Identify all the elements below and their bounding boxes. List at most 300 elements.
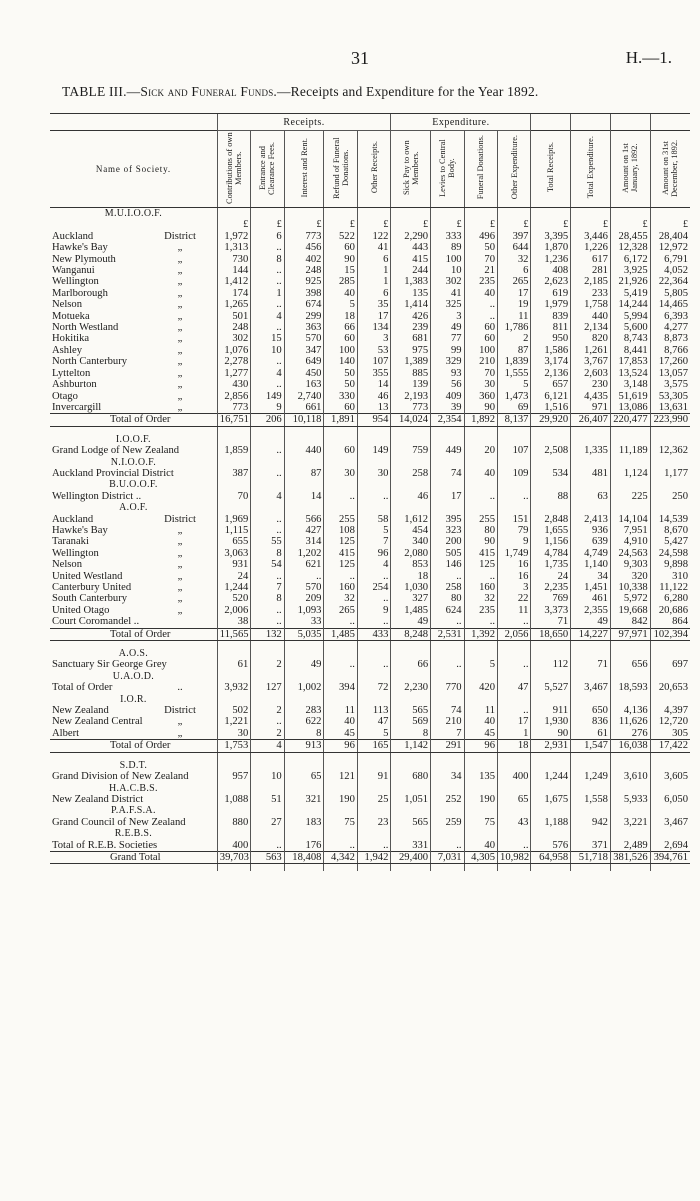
society-name: Total of Order — [52, 682, 113, 694]
table-cell: 210 — [464, 356, 497, 367]
table-cell: 1,930 — [531, 716, 571, 727]
table-cell: 8,670 — [650, 525, 690, 536]
table-cell: 2,531 — [431, 628, 464, 640]
society-name: Nelson — [52, 299, 83, 311]
table-cell: 501 — [217, 311, 250, 322]
table-cell: 1 — [357, 265, 390, 276]
table-cell: 880 — [217, 817, 250, 828]
table-row — [50, 468, 690, 479]
table-cell — [324, 502, 357, 513]
society-name-cell — [50, 468, 217, 479]
table-cell: 24 — [531, 571, 571, 582]
table-cell: 730 — [217, 254, 250, 265]
table-cell: 2,230 — [391, 682, 431, 693]
table-cell: 310 — [650, 571, 690, 582]
society-name: Court Coromandel .. — [52, 616, 140, 628]
table-cell: 1,753 — [217, 740, 250, 752]
table-cell: 420 — [464, 682, 497, 693]
table-cell: 49 — [571, 616, 611, 628]
table-cell: 28,455 — [610, 231, 650, 242]
table-cell: 79 — [498, 525, 531, 536]
society-name: Auckland — [52, 513, 94, 525]
table-cell: 7,031 — [431, 851, 464, 863]
table-cell: 134 — [357, 322, 390, 333]
table-cell: 107 — [498, 445, 531, 456]
order-heading-row — [50, 828, 690, 839]
table-cell: 2,856 — [217, 391, 250, 402]
society-name: Grand Council of New Zealand — [52, 816, 186, 828]
society-qualifier: District — [164, 513, 196, 525]
table-cell — [610, 457, 650, 468]
column-header-4 — [324, 131, 357, 208]
table-cell — [650, 671, 690, 682]
table-cell: 4,910 — [610, 536, 650, 547]
table-cell: .. — [324, 840, 357, 852]
table-cell — [217, 479, 250, 490]
table-cell — [251, 434, 284, 445]
table-cell — [217, 760, 250, 771]
table-cell — [431, 648, 464, 659]
table-cell — [610, 828, 650, 839]
table-cell — [464, 671, 497, 682]
table-cell: 125 — [324, 536, 357, 547]
table-cell: 50 — [464, 242, 497, 253]
table-cell: 8 — [251, 254, 284, 265]
table-cell: £ — [431, 219, 464, 230]
table-cell: 90 — [324, 254, 357, 265]
column-header-text: Funeral Donations. — [476, 135, 486, 200]
table-cell: 51,619 — [610, 391, 650, 402]
table-cell: 71 — [571, 659, 611, 670]
table-cell: 1,749 — [498, 548, 531, 559]
table-cell: 19 — [498, 299, 531, 310]
table-cell: 39,703 — [217, 851, 250, 863]
table-cell: 8,766 — [650, 345, 690, 356]
table-cell — [284, 760, 324, 771]
table-cell: 299 — [284, 311, 324, 322]
table-cell: 2 — [251, 728, 284, 740]
society-name: Lyttelton — [52, 367, 91, 379]
society-name: Sanctuary Sir George Grey — [52, 659, 167, 671]
table-cell: .. — [498, 659, 531, 670]
society-name: Hokitika — [52, 333, 90, 345]
table-cell — [498, 671, 531, 682]
table-cell: 107 — [357, 356, 390, 367]
table-cell: 210 — [431, 716, 464, 727]
table-cell: 8 — [251, 593, 284, 604]
table-cell: 258 — [391, 468, 431, 479]
spacer-row — [50, 426, 690, 434]
table-cell: 18 — [324, 311, 357, 322]
society-name: Wellington — [52, 276, 99, 288]
table-cell — [284, 434, 324, 445]
table-cell: 839 — [531, 311, 571, 322]
table-cell — [284, 502, 324, 513]
table-cell: 26,407 — [571, 414, 611, 426]
society-name-cell — [50, 548, 217, 559]
table-cell: £ — [610, 219, 650, 230]
society-qualifier: „ — [177, 524, 183, 536]
table-cell — [324, 760, 357, 771]
table-cell: 96 — [357, 548, 390, 559]
table-cell — [571, 805, 611, 816]
column-header-text: Interest and Rent. — [299, 137, 309, 198]
table-cell: 3,605 — [650, 771, 690, 782]
table-cell: 20,653 — [650, 682, 690, 693]
table-cell — [431, 671, 464, 682]
table-cell: 74 — [431, 468, 464, 479]
table-cell: 70 — [464, 368, 497, 379]
table-cell: .. — [431, 840, 464, 852]
table-cell — [251, 648, 284, 659]
group-expenditure: Expenditure. — [391, 114, 531, 131]
table-cell: .. — [431, 659, 464, 670]
society-name: Taranaki — [52, 536, 89, 548]
table-cell: 1,758 — [571, 299, 611, 310]
table-cell: 165 — [357, 740, 390, 752]
table-cell: 61 — [571, 728, 611, 740]
table-cell: 340 — [391, 536, 431, 547]
table-cell: 47 — [357, 716, 390, 727]
table-cell — [464, 648, 497, 659]
order-heading: A.O.S. — [118, 648, 149, 660]
society-name: New Zealand — [52, 705, 109, 717]
table-cell: 331 — [391, 840, 431, 852]
table-cell: 1,555 — [498, 368, 531, 379]
total-row — [50, 628, 690, 640]
column-header-text: Sick Pay to own Members. — [401, 140, 420, 195]
table-cell: 320 — [610, 571, 650, 582]
order-heading-row — [50, 208, 690, 220]
society-qualifier: District — [164, 230, 196, 242]
table-cell — [531, 434, 571, 445]
document-reference: H.—1. — [625, 48, 672, 67]
society-name: Wanganui — [52, 265, 95, 277]
society-qualifier: „ — [177, 570, 183, 582]
table-cell: .. — [498, 616, 531, 628]
table-cell: 6,393 — [650, 311, 690, 322]
table-cell: 3,174 — [531, 356, 571, 367]
table-cell: 520 — [217, 593, 250, 604]
table-cell: 75 — [464, 817, 497, 828]
table-cell: .. — [251, 616, 284, 628]
table-cell: .. — [251, 379, 284, 390]
table-cell: 1,124 — [610, 468, 650, 479]
society-name-cell — [50, 402, 217, 414]
table-cell: 2,290 — [391, 231, 431, 242]
society-name-cell — [50, 322, 217, 333]
table-cell: 10 — [251, 345, 284, 356]
table-cell: 80 — [431, 593, 464, 604]
society-name-cell — [50, 593, 217, 604]
table-cell: 570 — [284, 582, 324, 593]
society-name-cell — [50, 840, 217, 852]
society-qualifier: „ — [177, 604, 183, 616]
table-cell: 1,972 — [217, 231, 250, 242]
order-heading: U.A.O.D. — [112, 670, 155, 682]
table-cell: 13 — [357, 402, 390, 414]
table-cell: 235 — [464, 605, 497, 616]
table-cell: 619 — [531, 288, 571, 299]
table-row — [50, 728, 690, 740]
column-header-6 — [391, 131, 431, 208]
table-row — [50, 379, 690, 390]
table-cell: 265 — [324, 605, 357, 616]
table-cell: .. — [251, 605, 284, 616]
table-cell — [391, 783, 431, 794]
table-cell — [531, 760, 571, 771]
table-cell: 77 — [431, 333, 464, 344]
society-qualifier: „ — [177, 344, 183, 356]
table-cell: .. — [251, 445, 284, 456]
table-cell: 371 — [571, 840, 611, 852]
table-cell: 100 — [324, 345, 357, 356]
table-cell: .. — [357, 593, 390, 604]
order-heading: B.U.O.O.F. — [109, 479, 158, 491]
table-cell: 3,221 — [610, 817, 650, 828]
table-cell: 415 — [324, 548, 357, 559]
table-cell — [650, 828, 690, 839]
table-cell: 24,598 — [650, 548, 690, 559]
table-cell: 1,313 — [217, 242, 250, 253]
table-row — [50, 716, 690, 727]
table-cell: 12,720 — [650, 716, 690, 727]
society-qualifier: „ — [177, 367, 183, 379]
table-cell: 2,848 — [531, 514, 571, 525]
table-cell — [217, 457, 250, 468]
table-cell: 913 — [284, 740, 324, 752]
table-row — [50, 840, 690, 852]
table-cell: 1,451 — [571, 582, 611, 593]
table-cell: 655 — [217, 536, 250, 547]
column-header-text: Amount on 31st December, 1892. — [661, 138, 680, 197]
table-cell: 4 — [357, 559, 390, 570]
society-name-cell — [50, 616, 217, 628]
table-cell: 45 — [464, 728, 497, 740]
table-row — [50, 548, 690, 559]
society-name-cell — [50, 659, 217, 670]
table-cell: 39 — [431, 402, 464, 414]
table-cell: 5,600 — [610, 322, 650, 333]
table-cell: 481 — [571, 468, 611, 479]
society-name-cell — [50, 682, 217, 693]
table-cell — [531, 479, 571, 490]
table-cell: 206 — [251, 414, 284, 426]
table-cell: 91 — [357, 771, 390, 782]
order-heading-row — [50, 783, 690, 794]
table-cell: 415 — [391, 254, 431, 265]
table-cell: 74 — [431, 705, 464, 716]
table-cell: 49 — [391, 616, 431, 628]
table-cell: .. — [357, 616, 390, 628]
society-name-cell — [50, 817, 217, 828]
table-cell: .. — [464, 491, 497, 502]
table-cell: 6 — [357, 254, 390, 265]
table-cell: 931 — [217, 559, 250, 570]
table-cell: 12,972 — [650, 242, 690, 253]
table-cell: 22 — [498, 593, 531, 604]
table-cell: 1,115 — [217, 525, 250, 536]
table-cell: 14,024 — [391, 414, 431, 426]
table-cell — [391, 828, 431, 839]
table-cell: 13,631 — [650, 402, 690, 414]
table-cell: 426 — [391, 311, 431, 322]
table-cell: 621 — [284, 559, 324, 570]
order-heading: A.O.F. — [119, 502, 148, 514]
table-cell: 6,050 — [650, 794, 690, 805]
table-cell — [431, 760, 464, 771]
table-cell: 461 — [571, 593, 611, 604]
table-cell: 565 — [391, 817, 431, 828]
table-cell: 14,104 — [610, 514, 650, 525]
table-cell: 576 — [531, 840, 571, 852]
table-cell: 16 — [498, 559, 531, 570]
society-name-cell — [50, 525, 217, 536]
table-cell: .. — [251, 322, 284, 333]
society-qualifier: .. — [177, 682, 183, 694]
table-cell: .. — [324, 659, 357, 670]
society-name-cell — [50, 605, 217, 616]
table-cell: 644 — [498, 242, 531, 253]
table-cell: 5 — [324, 299, 357, 310]
table-cell — [391, 648, 431, 659]
table-cell: 45 — [324, 728, 357, 740]
table-cell: 9 — [498, 536, 531, 547]
table-cell: .. — [357, 571, 390, 582]
order-heading-row — [50, 805, 690, 816]
table-cell: 975 — [391, 345, 431, 356]
table-cell — [217, 694, 250, 705]
table-cell: 773 — [217, 402, 250, 414]
order-heading-row — [50, 502, 690, 513]
table-row — [50, 356, 690, 367]
table-cell: 6 — [251, 231, 284, 242]
table-cell: 65 — [498, 794, 531, 805]
table-cell: 97,971 — [610, 628, 650, 640]
table-cell: 842 — [610, 616, 650, 628]
table-cell: 4,435 — [571, 391, 611, 402]
table-cell: 14 — [357, 379, 390, 390]
table-cell — [217, 671, 250, 682]
table-cell — [650, 479, 690, 490]
table-cell: 2 — [251, 659, 284, 670]
table-cell: .. — [251, 265, 284, 276]
table-cell: 13,524 — [610, 368, 650, 379]
column-header-1 — [217, 131, 250, 208]
table-cell: 281 — [571, 265, 611, 276]
table-cell — [610, 208, 650, 220]
table-cell: 3,767 — [571, 356, 611, 367]
table-cell — [431, 208, 464, 220]
society-name-cell — [50, 571, 217, 582]
spacer-row — [50, 864, 690, 872]
table-cell: 1,249 — [571, 771, 611, 782]
table-cell: 60 — [324, 402, 357, 414]
order-heading-row — [50, 434, 690, 445]
society-qualifier: „ — [177, 310, 183, 322]
table-cell: 395 — [431, 514, 464, 525]
table-cell: 160 — [464, 582, 497, 593]
table-cell — [531, 648, 571, 659]
society-name-cell — [50, 728, 217, 740]
column-header-7 — [431, 131, 464, 208]
table-cell — [324, 457, 357, 468]
table-cell — [357, 783, 390, 794]
table-cell: 3,063 — [217, 548, 250, 559]
table-row — [50, 368, 690, 379]
column-header-row — [50, 131, 690, 208]
society-name: Total of R.E.B. Societies — [52, 839, 158, 851]
table-cell: 18 — [391, 571, 431, 582]
table-cell: 323 — [431, 525, 464, 536]
table-cell: 40 — [464, 840, 497, 852]
table-cell: 244 — [391, 265, 431, 276]
table-cell: 1,839 — [498, 356, 531, 367]
table-cell: 88 — [531, 491, 571, 502]
table-cell — [217, 208, 250, 220]
table-cell — [324, 805, 357, 816]
table-cell: 70 — [464, 254, 497, 265]
society-qualifier: „ — [177, 536, 183, 548]
society-name-cell — [50, 276, 217, 287]
table-cell: 1,156 — [531, 536, 571, 547]
table-cell: 3,467 — [650, 817, 690, 828]
group-receipts: Receipts. — [217, 114, 391, 131]
table-cell: 1,485 — [391, 605, 431, 616]
table-cell: 1,859 — [217, 445, 250, 456]
table-cell: 58 — [357, 514, 390, 525]
table-cell: 302 — [431, 276, 464, 287]
table-cell: 456 — [284, 242, 324, 253]
table-cell: 25 — [357, 794, 390, 805]
society-qualifier: „ — [177, 287, 183, 299]
table-cell — [284, 805, 324, 816]
column-header-13 — [650, 131, 690, 208]
table-row — [50, 491, 690, 502]
table-cell: £ — [571, 219, 611, 230]
table-cell — [498, 694, 531, 705]
table-cell: 440 — [284, 445, 324, 456]
table-cell: 942 — [571, 817, 611, 828]
table-cell: 28,404 — [650, 231, 690, 242]
table-cell: 2,193 — [391, 391, 431, 402]
table-cell: 17 — [498, 288, 531, 299]
society-name-cell — [50, 716, 217, 727]
society-name-cell — [50, 254, 217, 265]
table-cell: 1,786 — [498, 322, 531, 333]
table-cell: 4,052 — [650, 265, 690, 276]
table-cell: 363 — [284, 322, 324, 333]
table-cell: 1,221 — [217, 716, 250, 727]
table-cell — [464, 694, 497, 705]
table-cell: 1,076 — [217, 345, 250, 356]
society-name-cell — [50, 242, 217, 253]
society-qualifier: „ — [177, 727, 183, 739]
table-cell: 8 — [284, 728, 324, 740]
table-cell: 254 — [357, 582, 390, 593]
table-cell: 6,791 — [650, 254, 690, 265]
table-row — [50, 402, 690, 414]
table-cell — [217, 648, 250, 659]
table-cell: 21 — [464, 265, 497, 276]
table-cell — [571, 208, 611, 220]
table-cell: 144 — [217, 265, 250, 276]
table-cell: 398 — [284, 288, 324, 299]
table-cell: 102,394 — [650, 628, 690, 640]
table-cell: 1,261 — [571, 345, 611, 356]
table-cell: 650 — [571, 705, 611, 716]
table-cell: 223,990 — [650, 414, 690, 426]
